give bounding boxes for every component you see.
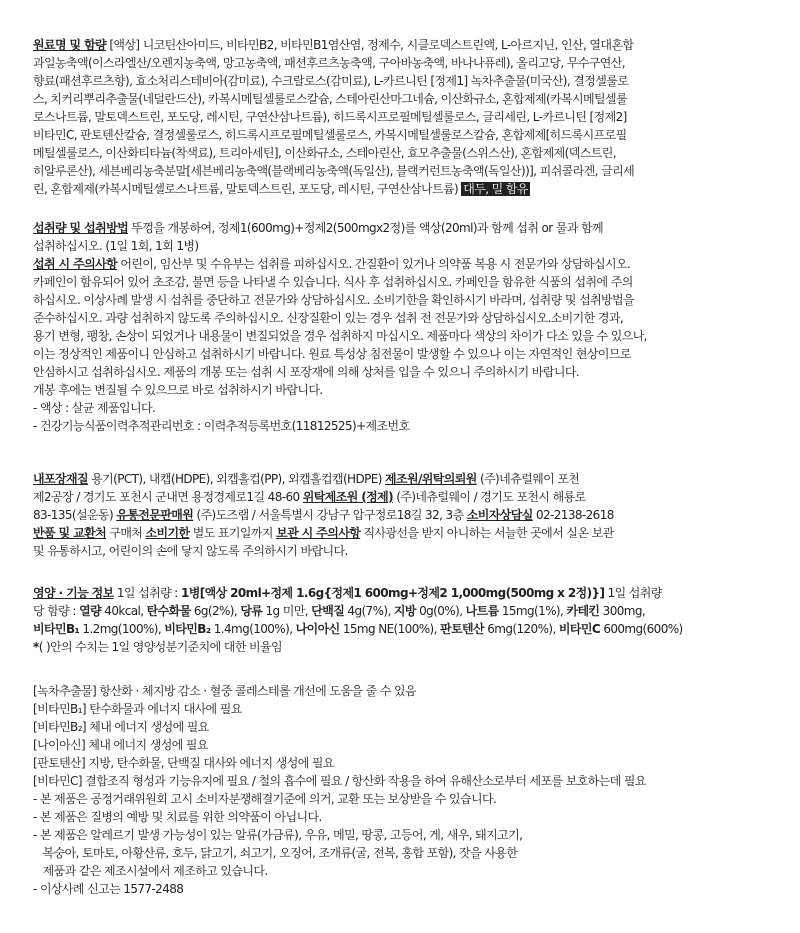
ingredients-line: 메틸셀룰로스, 이산화티타늄(착색료), 트리아세틴], 이산화규소, 스테아린산, 효모추출물(스위스산), 혼합제제(덱스트린, (33, 146, 616, 160)
nutrient-value: 600mg(600%) (603, 622, 683, 636)
caution-line: 개봉 후에는 변질될 수 있으므로 바로 섭취하시기 바랍니다. (33, 383, 323, 397)
nutrient-name: 비타민B₂ (164, 622, 211, 636)
function-line: [비타민C] 결합조직 형성과 기능유지에 필요 / 철의 흡수에 필요 / 항산화 작용을 하여 유해산소로부터 세포를 보호하는데 필요 (33, 774, 646, 788)
caution-line: - 액상 : 살균 제품입니다. (33, 401, 156, 415)
nutrient-value: 6g(2%) (193, 604, 234, 618)
function-line: [나이아신] 체내 에너지 생성에 필요 (33, 738, 208, 752)
ingredients-line: 스, 치커리뿌리추출물(네덜란드산), 카복시메틸셀룰로스칼슘, 스테아린산마그네슘, 이산화규소, 혼합제제(카복시메틸셀룰 (33, 92, 627, 106)
exchange-heading: 반품 및 교환처 (33, 526, 107, 540)
function-line: [비타민B₂] 체내 에너지 생성에 필요 (33, 720, 209, 734)
function-line: [녹차추출물] 항산화 · 체지방 감소 · 혈중 콜레스테롤 개선에 도움을 줄 수 있음 (33, 684, 416, 698)
storage-heading: 보관 시 주의사항 (276, 526, 361, 540)
notice-line: - 본 제품은 질병의 예방 및 치료를 위한 의약품이 아닙니다. (33, 810, 322, 824)
nutrient-value: 1g 미만 (265, 604, 305, 618)
contract-maker-heading: 위탁제조원 (정제) (302, 490, 394, 504)
packaging-line: 83-135(설운동) 유통전문판매원 (주)도즈랩 / 서울특별시 강남구 압구정로18길 32, 3층 소비자상담실 02-2138-2618 (33, 508, 614, 522)
nutrient-name: 나트륨 (465, 604, 499, 618)
nutrient-name: 열량 (79, 604, 102, 618)
ingredients-line: 린, 혼합제제(카복시메틸셀로스나트륨, 말토덱스트린, 포도당, 레시틴, 구연산삼나트륨) 대두, 밀 함유 (33, 182, 528, 196)
notice-line: - 본 제품은 알레르기 발생 가능성이 있는 알류(가금류), 우유, 메밀, 땅콩, 고등어, 게, 새우, 돼지고기, (33, 828, 523, 842)
nutrient-name: 판토텐산 (440, 622, 485, 636)
nutrient-value: 0g(0%) (419, 604, 460, 618)
notice-line: - 이상사례 신고는 1577-2488 (33, 882, 184, 896)
caution-line: 안심하시고 섭취하십시오. 제품의 개봉 또는 섭취 시 포장재에 의해 상처를 입을 수 있으니 주의하시기 바랍니다. (33, 365, 580, 379)
nutrient-value: 4g(7%) (347, 604, 388, 618)
caution-line: 섭취 시 주의사항 어린이, 임산부 및 수유부는 섭취를 피하십시오. 간질환이 있거나 의약품 복용 시 전문가와 상담하십시오. (33, 257, 631, 271)
material-heading: 내포장재질 (33, 472, 88, 486)
ingredients-line: 원료명 및 함량 [액상] 니코틴산아미드, 비타민B2, 비타민B1염산염, 정제수, 시클로덱스트린액, L-아르지닌, 인산, 열대혼합 (33, 38, 634, 52)
intake-section (33, 219, 773, 435)
caution-line: 하십시오. 이상사례 발생 시 섭취를 중단하고 전문가와 상담하십시오. 소비기한을 확인하시기 바라며, 섭취량 및 섭취방법을 (33, 293, 635, 307)
nutrient-value: 300mg (602, 604, 642, 618)
caution-line: 이는 정상적인 제품이니 안심하고 섭취하시기 바랍니다. 원료 특성상 침전물이 발생할 수 있으나 이는 자연적인 현상이므로 (33, 347, 631, 361)
nutrient-value: 40kcal (104, 604, 141, 618)
nutrient-value: 15mg(1%) (501, 604, 561, 618)
ingredients-section (33, 36, 773, 198)
nutrition-section (33, 584, 773, 656)
ingredients-line: 히알루론산), 세븐베리농축분말[세븐베리농축액(블랙베리농축액(독일산), 블랙커런트농축액(독일산))], 피쉬콜라겐, 글리세 (33, 164, 635, 178)
functions-section (33, 682, 773, 898)
nutrient-value: 1.2mg(100%) (82, 622, 158, 636)
notice-line: - 본 제품은 공정거래위원회 고시 소비자분쟁해결기준에 의거, 교환 또는 보상받을 수 있습니다. (33, 792, 497, 806)
packaging-section (33, 470, 773, 560)
nutrient-name: 단백질 (311, 604, 345, 618)
nutrient-name: 지방 (393, 604, 416, 618)
function-line: [판토텐산] 지방, 탄수화물, 단백질 대사와 에너지 생성에 필요 (33, 756, 334, 770)
function-line: [비타민B₁] 탄수화물과 에너지 대사에 필요 (33, 702, 242, 716)
allergen-badge: 대두, 밀 함유 (463, 182, 528, 196)
nutrient-value: 6mg(120%) (487, 622, 553, 636)
intake-method-heading: 섭취량 및 섭취방법 (33, 221, 129, 235)
packaging-line: 반품 및 교환처 구매처 소비기한 별도 표기일까지 보관 시 주의사항 직사광선을 받지 아니하는 서늘한 곳에서 실온 보관 (33, 526, 614, 540)
ingredients-line: 비타민C, 판토텐산칼슘, 결정셀룰로스, 히드록시프로필메틸셀룰로스, 카복시메틸셀룰로스칼슘, 혼합제제[히드록시프로필 (33, 128, 627, 142)
maker-heading: 제조원/위탁의뢰원 (385, 472, 477, 486)
caution-heading: 섭취 시 주의사항 (33, 257, 118, 271)
caution-line: 카페인이 함유되어 있어 초조감, 불면 등을 나타낼 수 있습니다. 식사 후 섭취하십시오. 카페인을 함유한 식품의 섭취에 주의 (33, 275, 633, 289)
consumer-phone: 02-2138-2618 (535, 508, 614, 522)
caution-line: 준수하십시오. 과량 섭취하지 않도록 주의하십시오. 신장질환이 있는 경우 섭취 전 전문가와 상담하십시오.소비기한 경과, (33, 311, 624, 325)
nutrition-heading: 영양 · 기능 정보 (33, 586, 114, 600)
caution-line: - 건강기능식품이력추적관리번호 : 이력추적등록번호(11812525)+제조번호 (33, 419, 410, 433)
nutrient-name: 비타민B₁ (33, 622, 80, 636)
ingredients-line: 로스나트륨, 말토덱스트린, 포도당, 레시틴, 구연산삼나트륨), 히드록시프로필메틸셀룰로스, 글리세린, L-카르니틴 [정제2] (33, 110, 627, 124)
notice-line: 복숭아, 토마토, 아황산류, 호두, 닭고기, 쇠고기, 오징어, 조개류(굴, 전복, 홍합 포함), 잣을 사용한 (33, 846, 518, 860)
ingredients-line: 향료(패션후르츠향), 효소처리스테비아(감미료), 수크랄로스(감미료), L-카르니틴 [정제1] 녹차추출물(미국산), 결정셀룰로 (33, 74, 629, 88)
nutrition-line: 당 함량 : 열량 40kcal, 탄수화물 6g(2%), 당류 1g 미만, 단백질 4g(7%), 지방 0g(0%), 나트륨 15mg(1%), 카테킨 300mg, (33, 604, 646, 618)
nutrient-name: 탄수화물 (146, 604, 191, 618)
nutrition-line: 영양 · 기능 정보 1일 섭취량 : 1병[액상 20ml+정제 1.6g{정제1 600mg+정제2 1,000mg(500mg x 2정)}] 1일 섭취량 (33, 586, 662, 600)
nutrient-value: 1.4mg(100%) (213, 622, 290, 636)
caution-line: 용기 변형, 팽창, 손상이 되었거나 내용물이 변질되었을 경우 섭취하지 마십시오. 제품마다 색상의 차이가 다소 있을 수 있으나, (33, 329, 647, 343)
nutrient-value: 15mg NE(100%) (342, 622, 434, 636)
nutrition-line: 비타민B₁ 1.2mg(100%), 비타민B₂ 1.4mg(100%), 나이아신 15mg NE(100%), 판토텐산 6mg(120%), 비타민C 600mg(600%) (33, 622, 683, 636)
packaging-line: 및 유통하시고, 어린이의 손에 닿지 않도록 주의하시기 바랍니다. (33, 544, 348, 558)
ingredients-heading: 원료명 및 함량 (33, 38, 107, 52)
nutrient-name: 비타민C (558, 622, 601, 636)
nutrient-name: 나이아신 (295, 622, 340, 636)
nutrient-name: 당류 (240, 604, 263, 618)
nutrient-name: 카테킨 (566, 604, 600, 618)
packaging-line: 제2공장 / 경기도 포천시 군내면 용정경제로1길 48-60 위탁제조원 (정제) (주)네츄럴웨이 / 경기도 포천시 해룡로 (33, 490, 586, 504)
intake-line: 섭취량 및 섭취방법 뚜껑을 개봉하여, 정제1(600mg)+정제2(500mgx2정)를 액상(20ml)과 함께 섭취 or 물과 함께 (33, 221, 603, 235)
consumer-center-heading: 소비자상담실 (466, 508, 533, 522)
seller-heading: 유통전문판매원 (116, 508, 194, 522)
serving-size: 1병[액상 20ml+정제 1.6g{정제1 600mg+정제2 1,000mg(500mg x 2정)}] (180, 586, 605, 600)
ingredients-line: 과일농축액(이스라엘산/오렌지농축액, 망고농축액, 패션후르츠농축액, 구아바농축액, 바나나퓨레), 올리고당, 무수구연산, (33, 56, 626, 70)
nutrition-footnote: *( )안의 수치는 1일 영양성분기준치에 대한 비율임 (33, 640, 283, 654)
packaging-line: 내포장재질 용기(PCT), 내캡(HDPE), 외캡홀컵(PP), 외캡홀컵캡(HDPE) 제조원/위탁의뢰원 (주)네츄럴웨이 포천 (33, 472, 580, 486)
intake-line: 섭취하십시오. (1일 1회, 1회 1병) (33, 239, 199, 253)
expiry-heading: 소비기한 (145, 526, 190, 540)
notice-line: 제품과 같은 제조시설에서 제조하고 있습니다. (33, 864, 268, 878)
